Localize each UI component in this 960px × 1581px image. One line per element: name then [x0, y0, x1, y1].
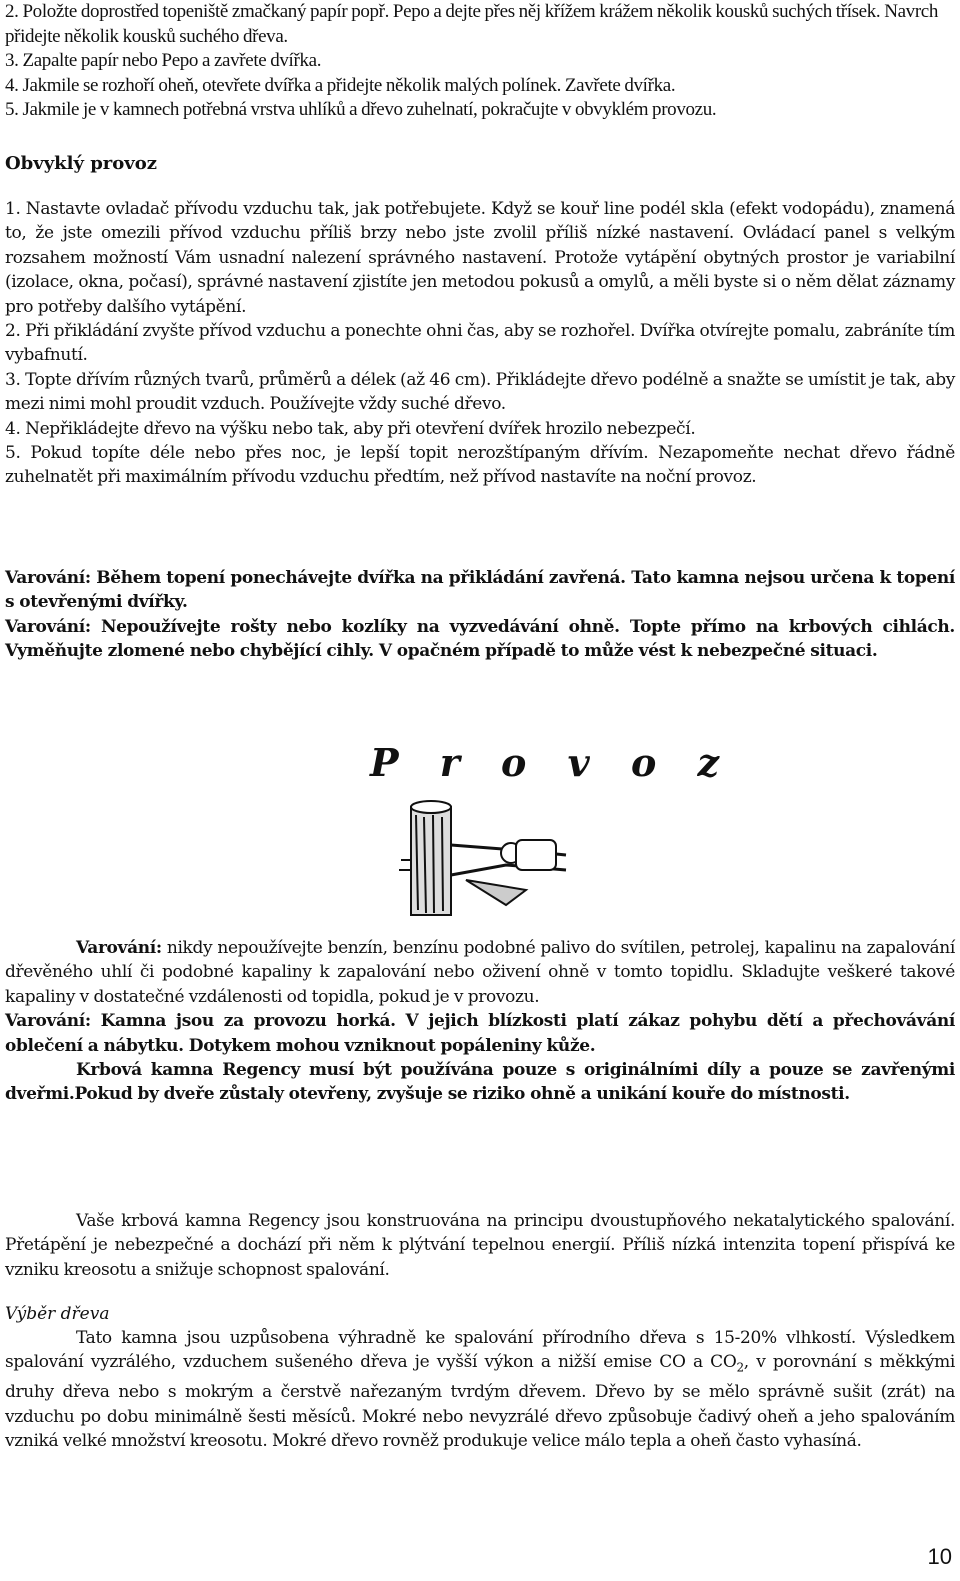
wood-sub: 2 [736, 1360, 744, 1375]
setup-steps [5, 0, 955, 123]
warning-hot: Varování: Kamna jsou za provozu horká. V jejich blízkosti platí zákaz pohybu dětí a přechovávání oblečení a nábytku. Dotykem mohou vzniknout popáleniny kůže. [5, 1011, 955, 1056]
page-number: 10 [927, 1544, 952, 1569]
section-heading-obvykly: Obvyklý provoz [5, 153, 157, 174]
operation-paragraph: 5. Pokud topíte déle nebo přes noc, je lepší topit nerozštípaným dřívím. Nezapomeňte nechat dřevo řádně zuhelnatět při maximálním přívodu vzduchu předtím, než přívod nastavíte na noční provoz. [5, 443, 955, 488]
log-holder-illustration [396, 795, 596, 925]
regency-paragraph: Vaše krbová kamna Regency jsou konstruována na principu dvoustupňového nekatalytického spalování. Přetápění je nebezpečné a dochází při něm k plýtvání tepelnou energií. Příliš nízká intenzita topení přispívá ke vzniku kreosotu a snižuje schopnost spalování. [5, 1211, 955, 1280]
wood-heading: Výběr dřeva [5, 1304, 110, 1324]
setup-step: 2. Položte doprostřed topeniště zmačkaný papír popř. Pepo a dejte přes něj křížem krážem několik kousků suchých třísek. Navrch přidejte několik kousků suchého dřeva. [5, 1, 939, 47]
operation-section [5, 197, 955, 490]
warning-label: Varování: [76, 938, 162, 958]
setup-step: 4. Jakmile se rozhoří oheň, otevřete dvířka a přidejte několik malých polínek. Zavřete dvířka. [5, 74, 676, 96]
provoz-title: P r o v o z [370, 740, 734, 785]
wood-text-2: , v porovnání s měkkými druhy dřeva nebo s mokrým a čerstvě nařezaným tvrdým dřevem. Dřevo by se mělo správně sušit (zrát) na vzduchu po dobu minimálně šesti měsíců. Mokré nebo nevyzrálé dřevo způsobuje čadivý oheň a jeho spalováním vzniká velké množství kreosotu. Mokré dřevo rovněž produkuje velice málo tepla a oheň často vyhasíná. [5, 1352, 956, 1452]
operation-paragraph: 4. Nepřikládejte dřevo na výšku nebo tak, aby při otevření dvířek hrozilo nebezpečí. [5, 418, 696, 439]
warning-paragraph: Varování: Nepoužívejte rošty nebo kozlíky na vyzvedávání ohně. Topte přímo na krbových cihlách. Vyměňujte zlomené nebo chybějící cihly. V opačném případě to může vést k nebezpečné situaci. [5, 616, 955, 662]
wood-paragraph [5, 1326, 955, 1453]
warnings-top [5, 566, 955, 664]
regency-warning: Krbová kamna Regency musí být používána pouze s originálními díly a pouze se zavřenými dveřmi.Pokud by dveře zůstaly otevřeny, zvyšuje se riziko ohně a unikání kouře do místnosti. [5, 1060, 955, 1105]
operation-paragraph: 3. Topte dřívím různých tvarů, průměrů a délek (až 46 cm). Přikládejte dřevo podélně a snažte se umístit je tak, aby mezi nimi mohl proudit vzduch. Používejte vždy suché dřevo. [5, 369, 955, 415]
warning-paragraph: Varování: Během topení ponechávejte dvířka na přikládání zavřená. Tato kamna nejsou určena k topení s otevřenými dvířky. [5, 568, 955, 613]
operation-paragraph: 2. Při přikládání zvyšte přívod vzduchu a ponechte ohni čas, aby se rozhořel. Dvířka otvírejte pomalu, zabráníte tím vybafnutí. [5, 321, 955, 366]
setup-step: 5. Jakmile je v kamnech potřebná vrstva uhlíků a dřevo zuhelnatí, pokračujte v obvyklém provozu. [5, 99, 717, 120]
warning-fuel-text: nikdy nepoužívejte benzín, benzínu podobné palivo do svítilen, petrolej, kapalinu na zapalování dřevěného uhlí či podobné kapaliny k zapalování nebo oživení ohně v tomto topidlu. Skladujte veškeré takové kapaliny v dostatečné vzdálenosti od topidla, pokud je v provozu. [5, 938, 955, 1007]
setup-step: 3. Zapalte papír nebo Pepo a zavřete dvířka. [5, 50, 322, 71]
operation-paragraph: 1. Nastavte ovladač přívodu vzduchu tak, jak potřebujete. Když se kouř line podél skla (efekt vodopádu), znamená to, že jste omezili přívod vzduchu příliš brzy nebo jste zvolil příliš nízké nastavení. Ovládací panel s velkým rozsahem možností Vám usnadní nalezení správného nastavení. Protože vytápění obytných prostor je variabilní (izolace, okna, počasí), správné nastavení zjistíte jen metodou pokusů a omylů, a měli byste si o něm dělat záznamy pro potřeby dalšího vytápění. [5, 199, 955, 317]
warning-fuel [5, 936, 955, 1009]
warnings-bottom [5, 936, 955, 1107]
wood-text-1: Tato kamna jsou uzpůsobena výhradně ke spalování přírodního dřeva s 15-20% vlhkostí. Výsledkem spalování vyzrálého, vzduchem sušeného dřeva je vyšší výkon a nižší emise CO a CO [5, 1328, 955, 1373]
